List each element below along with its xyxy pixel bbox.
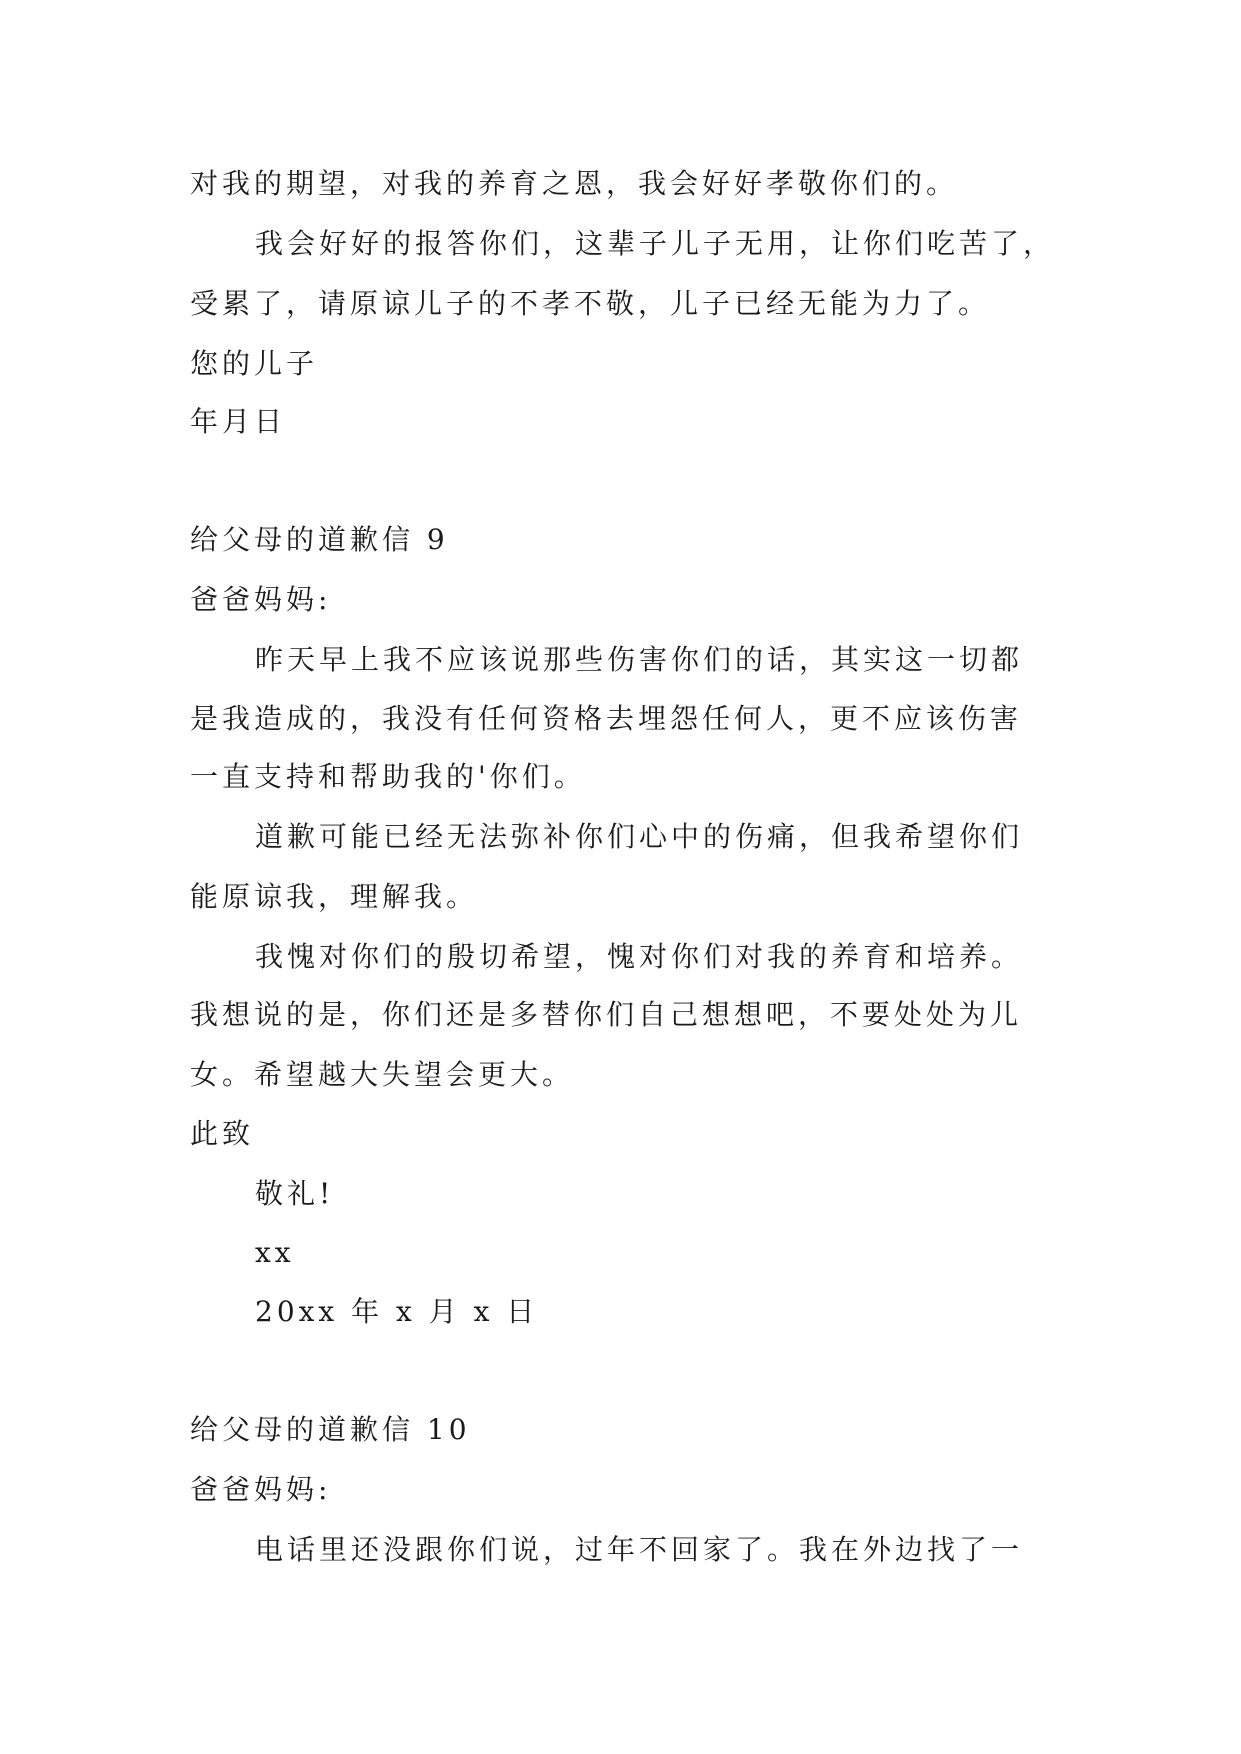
letter9-paragraph-line: 能原谅我，理解我。 — [190, 880, 479, 913]
letter9-paragraph-line: 是我造成的，我没有任何资格去埋怨任何人，更不应该伤害 — [190, 702, 1023, 735]
letter10-paragraph-line: 电话里还没跟你们说，过年不回家了。我在外边找了一 — [255, 1533, 1024, 1566]
letter9-signature: xx — [255, 1236, 295, 1269]
letter9-paragraph-line: 我愧对你们的殷切希望，愧对你们对我的养育和培养。 — [255, 940, 1024, 973]
letter9-paragraph-line: 一直支持和帮助我的'你们。 — [190, 760, 586, 793]
letter10-title: 给父母的道歉信 10 — [190, 1413, 471, 1446]
letter9-paragraph-line: 道歉可能已经无法弥补你们心中的伤痛，但我希望你们 — [255, 820, 1024, 853]
letter8-paragraph-line: 我会好好的报答你们，这辈子儿子无用，让你们吃苦了， — [255, 227, 1056, 260]
letter9-paragraph-line: 女。希望越大失望会更大。 — [190, 1058, 575, 1091]
letter9-greeting: 爸爸妈妈: — [190, 583, 332, 616]
letter9-paragraph-line: 我想说的是，你们还是多替你们自己想想吧，不要处处为儿 — [190, 998, 1023, 1031]
letter8-date: 年月日 — [190, 405, 287, 438]
letter10-greeting: 爸爸妈妈: — [190, 1473, 332, 1506]
letter8-signature: 您的儿子 — [190, 347, 319, 380]
letter9-closing: 此致 — [190, 1117, 255, 1150]
letter9-title: 给父母的道歉信 9 — [190, 523, 449, 556]
letter9-salutation: 敬礼! — [255, 1177, 335, 1210]
letter9-paragraph-line: 昨天早上我不应该说那些伤害你们的话，其实这一切都 — [255, 643, 1024, 676]
letter8-paragraph-line: 对我的期望，对我的养育之恩，我会好好孝敬你们的。 — [190, 167, 959, 200]
letter9-date: 20xx 年 x 月 x 日 — [255, 1295, 539, 1328]
letter8-paragraph-line: 受累了，请原谅儿子的不孝不敬，儿子已经无能为力了。 — [190, 287, 991, 320]
